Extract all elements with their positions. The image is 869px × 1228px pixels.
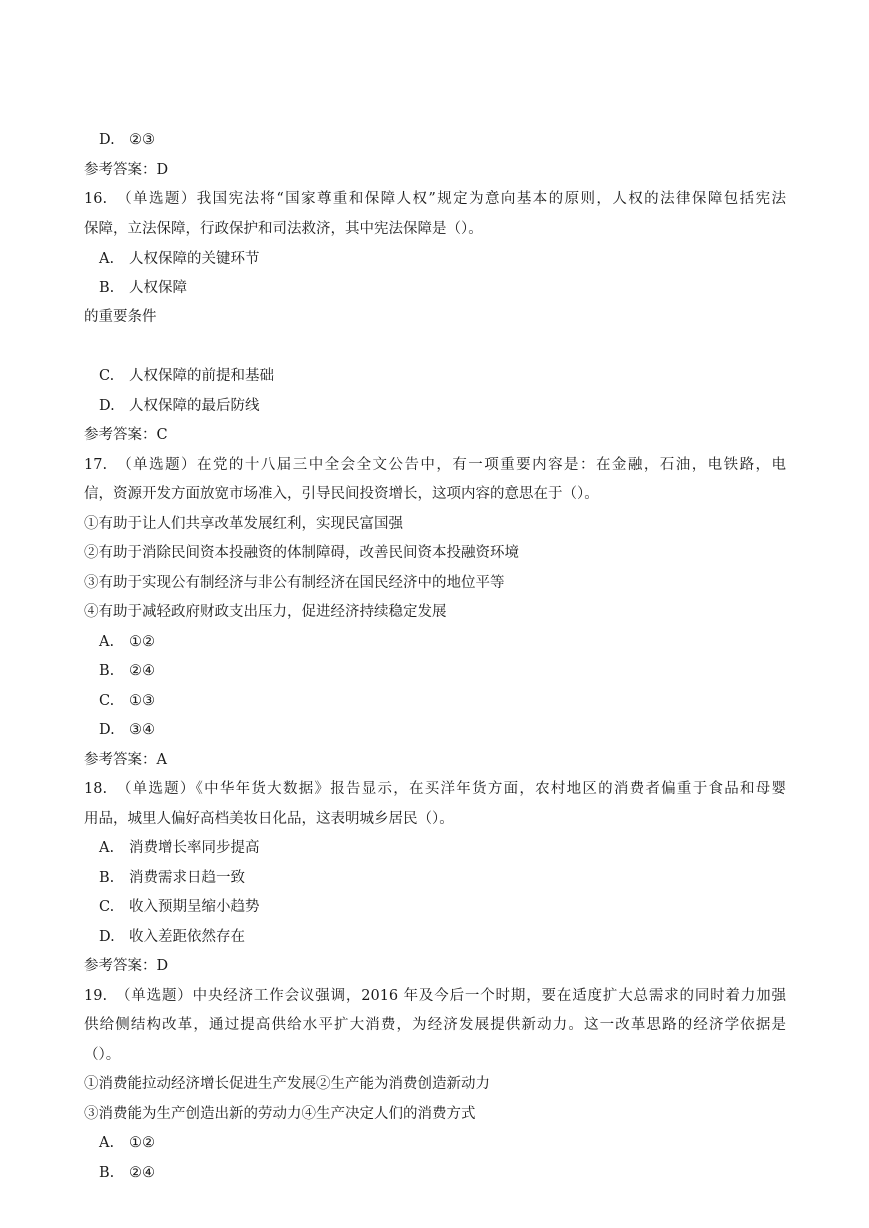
option-text: ①② bbox=[129, 1135, 155, 1151]
question-text-line: ③消费能为生产创造出新的劳动力④生产决定人们的消费方式 bbox=[84, 1106, 476, 1122]
answer-option bbox=[99, 278, 187, 298]
reference-answer: 参考答案：D bbox=[84, 958, 169, 974]
question-text-line: 信，资源开发方面放宽市场准入，引导民间投资增长，这项内容的意思在于（）。 bbox=[84, 486, 599, 502]
option-letter: D. bbox=[99, 722, 115, 738]
answer-option bbox=[99, 838, 260, 858]
question-text-line: 16. （单选题）我国宪法将“国家尊重和保障人权”规定为意向基本的原则，人权的法律保障包括宪法 bbox=[84, 191, 786, 207]
question-text-line: 17. （单选题）在党的十八届三中全会全文公告中，有一项重要内容是：在金融，石油，电铁路，电 bbox=[84, 457, 786, 473]
option-letter: B. bbox=[99, 280, 115, 296]
option-text: 人权保障的关键环节 bbox=[129, 251, 260, 267]
option-letter: C. bbox=[99, 368, 115, 384]
option-letter: D. bbox=[99, 929, 115, 945]
question-text-line: ①消费能拉动经济增长促进生产发展②生产能为消费创造新动力 bbox=[84, 1076, 490, 1092]
option-text: 人权保障的最后防线 bbox=[129, 398, 260, 414]
option-letter: C. bbox=[99, 899, 115, 915]
reference-answer: 参考答案：C bbox=[84, 427, 168, 443]
option-letter: D. bbox=[99, 132, 115, 148]
answer-option bbox=[99, 130, 155, 150]
answer-option bbox=[99, 632, 155, 652]
answer-option bbox=[99, 897, 260, 917]
option-text: ②④ bbox=[129, 663, 155, 679]
question-text-line: ①有助于让人们共享改革发展红利，实现民富国强 bbox=[84, 516, 403, 532]
option-text: ①③ bbox=[129, 693, 155, 709]
answer-option bbox=[99, 661, 155, 681]
option-text: 人权保障 bbox=[129, 280, 187, 296]
question-text-line: ②有助于消除民间资本投融资的体制障碍，改善民间资本投融资环境 bbox=[84, 545, 519, 561]
question-text-line: 19. （单选题）中央经济工作会议强调，2016 年及今后一个时期，要在适度扩大总需求的同时着力加强 bbox=[84, 988, 786, 1004]
option-letter: B. bbox=[99, 870, 115, 886]
option-text: 收入差距依然存在 bbox=[129, 929, 245, 945]
option-text: ②④ bbox=[129, 1165, 155, 1181]
option-letter: D. bbox=[99, 398, 115, 414]
option-letter: C. bbox=[99, 693, 115, 709]
option-letter: B. bbox=[99, 1165, 115, 1181]
option-letter: A. bbox=[99, 251, 115, 267]
option-text: 消费增长率同步提高 bbox=[129, 840, 260, 856]
question-text-line: 供给侧结构改革，通过提高供给水平扩大消费，为经济发展提供新动力。这一改革思路的经济学依据是 bbox=[84, 1017, 786, 1033]
option-text: ②③ bbox=[129, 132, 155, 148]
option-letter: B. bbox=[99, 663, 115, 679]
option-text: 消费需求日趋一致 bbox=[129, 870, 245, 886]
answer-option bbox=[99, 1133, 155, 1153]
option-text: 收入预期呈缩小趋势 bbox=[129, 899, 260, 915]
answer-option bbox=[99, 720, 155, 740]
answer-option bbox=[99, 366, 274, 386]
answer-option bbox=[99, 1163, 155, 1183]
option-text: ①② bbox=[129, 634, 155, 650]
question-text-line: 用品，城里人偏好高档美妆日化品，这表明城乡居民（）。 bbox=[84, 811, 454, 827]
question-text-line: 的重要条件 bbox=[84, 309, 157, 325]
option-letter: A. bbox=[99, 1135, 115, 1151]
option-letter: A. bbox=[99, 840, 115, 856]
option-letter: A. bbox=[99, 634, 115, 650]
question-text-line: ④有助于减轻政府财政支出压力，促进经济持续稳定发展 bbox=[84, 604, 447, 620]
answer-option bbox=[99, 249, 260, 269]
reference-answer: 参考答案：D bbox=[84, 162, 169, 178]
reference-answer: 参考答案：A bbox=[84, 752, 167, 768]
answer-option bbox=[99, 396, 260, 416]
option-text: 人权保障的前提和基础 bbox=[129, 368, 274, 384]
question-text-line: （）。 bbox=[84, 1047, 121, 1063]
answer-option bbox=[99, 927, 245, 947]
answer-option bbox=[99, 691, 155, 711]
question-text-line: 保障，立法保障，行政保护和司法救济，其中宪法保障是（）。 bbox=[84, 221, 483, 237]
question-text-line: 18. （单选题）《中华年货大数据》报告显示，在买洋年货方面，农村地区的消费者偏重于食品和母婴 bbox=[84, 781, 786, 797]
answer-option bbox=[99, 868, 245, 888]
option-text: ③④ bbox=[129, 722, 155, 738]
question-text-line: ③有助于实现公有制经济与非公有制经济在国民经济中的地位平等 bbox=[84, 575, 505, 591]
